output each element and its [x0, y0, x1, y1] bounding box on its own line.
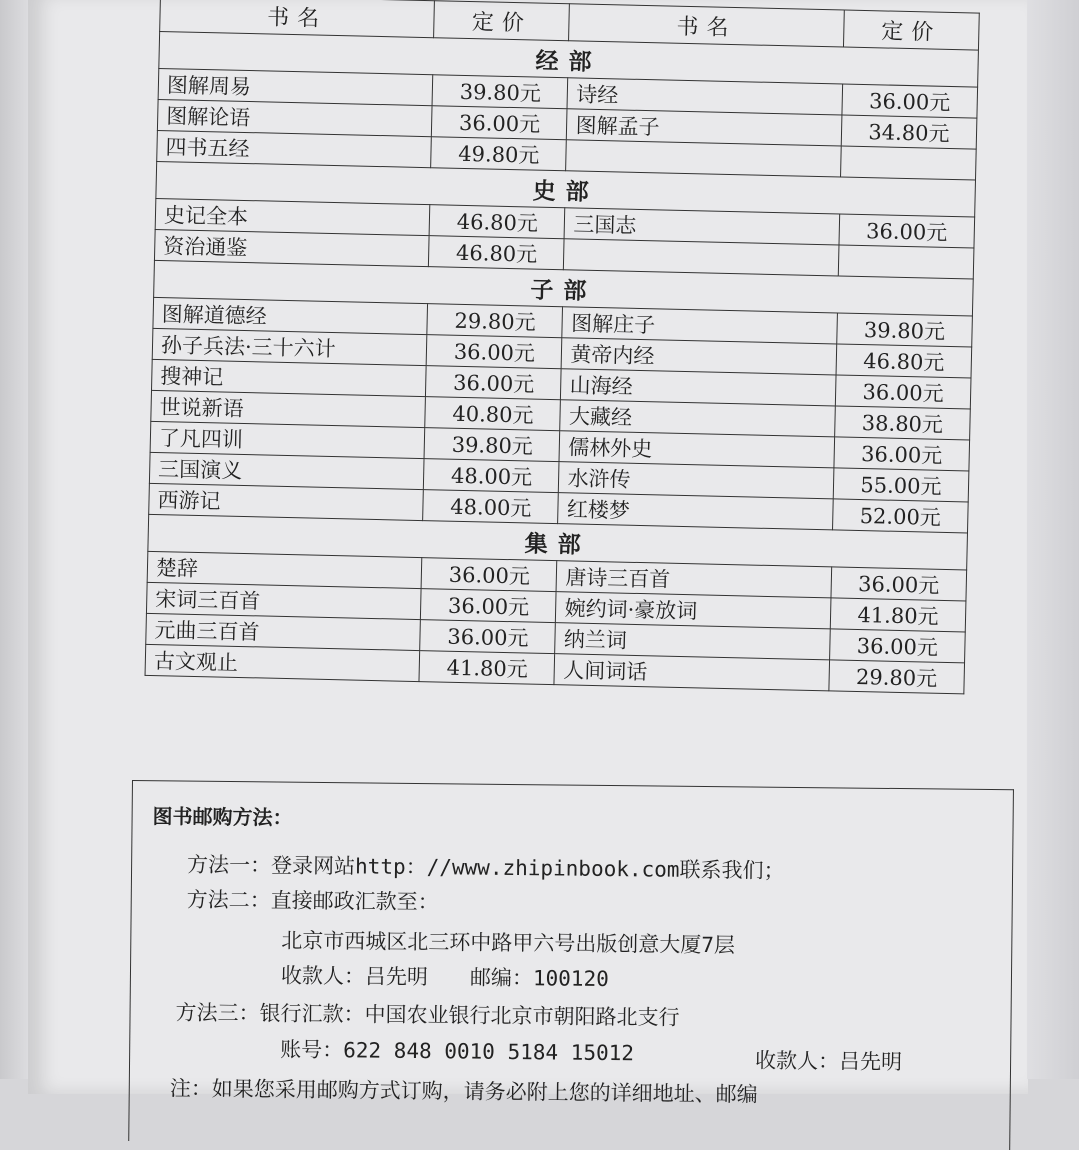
price-cell: 36.00元: [426, 366, 562, 400]
price-cell: 55.00元: [833, 468, 969, 502]
price-cell: 46.80元: [836, 344, 972, 378]
book-name-cell: 西游记: [149, 483, 424, 520]
book-catalog: [145, 0, 980, 694]
book-name-cell: 人间词话: [554, 654, 829, 691]
price-cell: 46.80元: [429, 236, 565, 270]
book-name-cell: 大藏经: [560, 400, 835, 437]
book-name-cell: 四书五经: [157, 130, 432, 167]
catalog-body: [145, 32, 978, 694]
book-name-cell: 黄帝内经: [562, 338, 837, 375]
price-cell: 36.00元: [420, 620, 556, 654]
book-name-cell: 了凡四训: [150, 421, 425, 458]
price-cell: 36.00元: [427, 335, 563, 369]
book-name-cell: 搜神记: [152, 359, 427, 396]
price-cell: 49.80元: [431, 137, 567, 171]
price-cell: 41.80元: [419, 651, 555, 685]
book-name-cell: 纳兰词: [555, 623, 830, 660]
price-cell: 36.00元: [831, 567, 967, 601]
order-note: 注：如果您采用邮购方式订购，请务必附上您的详细地址、邮编: [169, 1076, 758, 1107]
price-cell: 40.80元: [425, 397, 561, 431]
price-cell: 34.80元: [841, 115, 977, 149]
header-book-name-2: 书名: [569, 4, 844, 47]
mail-order-box: [128, 780, 1014, 1150]
book-name-cell: 唐诗三百首: [557, 561, 832, 598]
header-book-name: 书名: [160, 0, 435, 38]
book-name-cell: 水浒传: [559, 462, 834, 499]
price-cell: 36.00元: [421, 558, 557, 592]
book-name-cell: 元曲三百首: [146, 613, 421, 650]
book-name-cell: 儒林外史: [559, 431, 834, 468]
book-name-cell: 图解周易: [158, 68, 433, 105]
price-cell: 39.80元: [424, 428, 560, 462]
method-two: 方法二：直接邮政汇款至：: [186, 887, 439, 915]
method-one: 方法一：登录网站http：//www.zhipinbook.com联系我们；: [186, 852, 785, 883]
price-cell: 38.80元: [835, 406, 971, 440]
book-name-cell: 宋词三百首: [146, 582, 421, 619]
price-cell: 48.00元: [424, 459, 560, 493]
mail-order-title: 图书邮购方法：: [152, 804, 293, 830]
price-cell: 39.80元: [432, 75, 568, 109]
price-cell: 36.00元: [829, 629, 965, 663]
price-cell: 36.00元: [842, 84, 978, 118]
section-title: 经部: [159, 32, 979, 88]
price-cell: 48.00元: [423, 490, 559, 524]
section-title: 史部: [156, 161, 976, 217]
book-name-cell: 诗经: [567, 78, 842, 115]
method-three: 方法三：银行汇款：中国农业银行北京市朝阳路北支行: [175, 1000, 680, 1030]
book-name-cell: 世说新语: [151, 390, 426, 427]
bank-account: 账号：622 848 0010 5184 15012: [280, 1037, 635, 1066]
book-name-cell: 古文观止: [145, 644, 420, 681]
price-cell: [840, 146, 976, 180]
book-name-cell: 图解庄子: [562, 307, 837, 344]
price-cell: 36.00元: [421, 589, 557, 623]
book-spine-shadow: [0, 0, 28, 1079]
book-name-cell: 孙子兵法·三十六计: [152, 328, 427, 365]
book-price-table: [145, 0, 980, 694]
price-cell: [838, 245, 974, 279]
book-name-cell: 红楼梦: [558, 493, 833, 530]
book-name-cell: 图解论语: [157, 99, 432, 136]
book-name-cell: 山海经: [561, 369, 836, 406]
book-name-cell: 三国演义: [149, 452, 424, 489]
page-edge: [1027, 0, 1079, 1079]
price-cell: 36.00元: [835, 375, 971, 409]
mailing-address: 北京市西城区北三环中路甲六号出版创意大厦7层: [281, 928, 736, 958]
book-name-cell: 图解道德经: [153, 297, 428, 334]
payee-postcode: 收款人：吕先明 邮编：100120: [280, 963, 609, 992]
price-cell: 36.00元: [834, 437, 970, 471]
price-cell: 39.80元: [837, 313, 973, 347]
price-cell: 36.00元: [432, 106, 568, 140]
section-title: 集部: [148, 514, 968, 570]
book-name-cell: 图解孟子: [567, 109, 842, 146]
price-cell: 46.80元: [430, 205, 566, 239]
book-name-cell: 资治通鉴: [154, 229, 429, 266]
book-name-cell: 婉约词·豪放词: [556, 592, 831, 629]
header-price-2: 定价: [843, 10, 979, 50]
account-payee: 收款人：吕先明: [754, 1048, 903, 1075]
book-name-cell: 史记全本: [155, 198, 430, 235]
price-cell: 29.80元: [427, 304, 563, 338]
book-name-cell: 楚辞: [147, 551, 422, 588]
price-cell: 41.80元: [830, 598, 966, 632]
price-cell: 36.00元: [839, 214, 975, 248]
book-name-cell: 三国志: [565, 208, 840, 245]
price-cell: 29.80元: [829, 660, 965, 694]
section-title: 子部: [154, 260, 974, 316]
price-cell: 52.00元: [832, 499, 968, 533]
header-price: 定价: [434, 1, 570, 41]
